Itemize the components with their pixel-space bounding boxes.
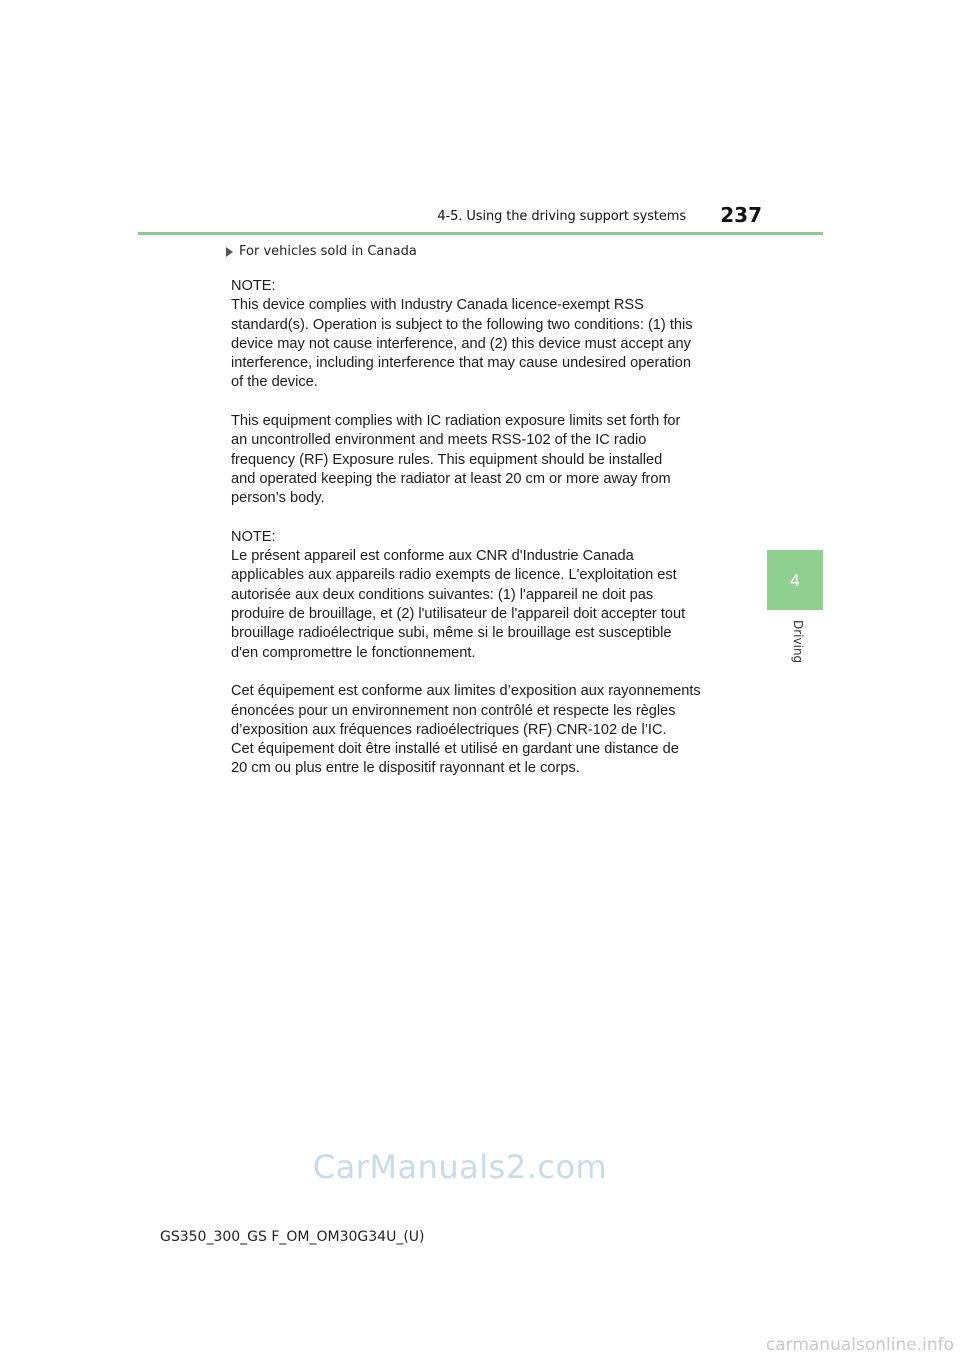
site-watermark: carmanualsonline.info [765, 1335, 954, 1355]
section-title: 4-5. Using the driving support systems [437, 209, 686, 224]
header-rule [138, 232, 823, 235]
document-code: GS350_300_GS F_OM_OM30G34U_(U) [160, 1229, 425, 1245]
chapter-number: 4 [789, 570, 801, 590]
notice-paragraph-en-note: NOTE: This device complies with Industry Canada licence-exempt RSS standard(s). Operation is subject to the following two conditions: (1) this device may not cause interference, and (2) this device must accept any interference, including interference that may cause undesired operation of the device. [231, 278, 693, 391]
chapter-tab [767, 550, 823, 610]
notice-paragraph-fr-exposure: Cet équipement est conforme aux limites d’exposition aux rayonnements énoncées pour un environnement non contrôlé et respecte les règles d’exposition aux fréquences radioélectriques (RF) CNR-102 de l’IC. Cet équipement doit être installé et utilisé en gardant une distance de 20 cm ou plus entre le dispositif rayonnant et le corps. [231, 683, 701, 777]
watermark: CarManuals2.com [312, 1148, 608, 1186]
triangle-bullet-icon [226, 247, 233, 257]
chapter-label: Driving [791, 620, 805, 664]
bullet-line [226, 244, 417, 259]
notice-paragraph-en-exposure: This equipment complies with IC radiation exposure limits set forth for an uncontrolled environment and meets RSS-102 of the IC radio frequency (RF) Exposure rules. This equipment should be installed and operated keeping the radiator at least 20 cm or more away from person’s body. [231, 413, 681, 507]
bullet-text: For vehicles sold in Canada [239, 244, 417, 259]
page-number: 237 [720, 203, 762, 227]
notice-paragraph-fr-note: NOTE: Le présent appareil est conforme aux CNR d'Industrie Canada applicables aux appareils radio exempts de licence. L'exploitation est autorisée aux deux conditions suivantes: (1) l'appareil ne doit pas produire de brouillage, et (2) l'utilisateur de l'appareil doit accepter tout brouillage radioélectrique subi, même si le brouillage est susceptible d'en compromettre le fonctionnement. [231, 528, 686, 661]
regulatory-notice [231, 277, 741, 798]
